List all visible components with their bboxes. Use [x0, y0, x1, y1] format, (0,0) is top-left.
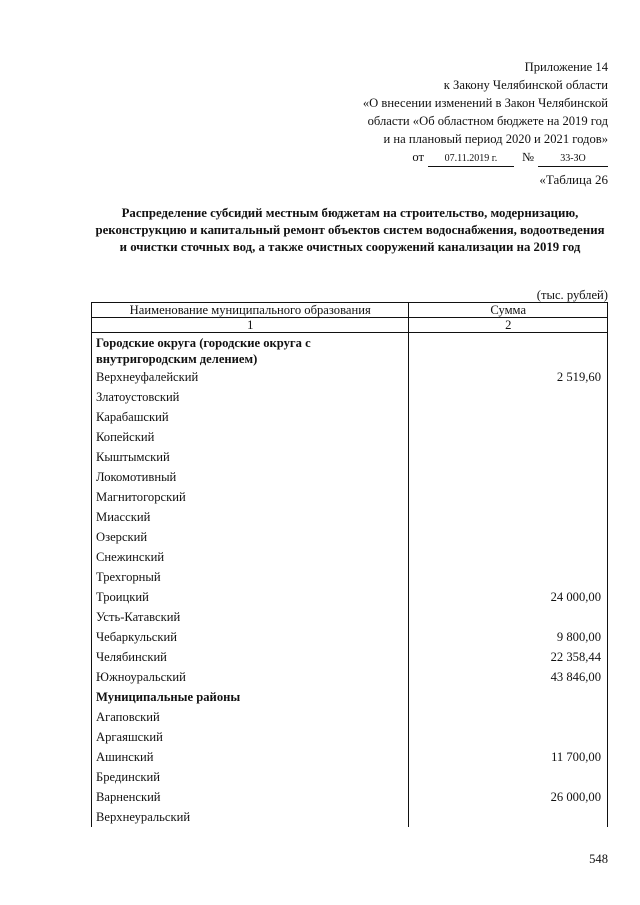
appendix-line: и на плановый период 2020 и 2021 годов»	[383, 132, 608, 146]
table-body	[92, 333, 608, 828]
table-row	[92, 647, 608, 667]
municipality-name: Верхнеуральский	[92, 807, 409, 827]
group-title: Городские округа (городские округа с внутригородским делением)	[92, 333, 409, 368]
municipality-name: Усть-Катавский	[92, 607, 409, 627]
group-amount	[409, 687, 608, 707]
table-row	[92, 387, 608, 407]
municipality-name: Чебаркульский	[92, 627, 409, 647]
table-row	[92, 567, 608, 587]
subsidy-table	[91, 302, 608, 827]
law-date-line	[278, 148, 608, 167]
column-header-amount: Сумма	[409, 303, 608, 318]
table-row	[92, 787, 608, 807]
group-title: Муниципальные районы	[92, 687, 409, 707]
page-number: 548	[589, 852, 608, 866]
group-amount	[409, 333, 608, 368]
law-date: 07.11.2019 г.	[428, 152, 514, 167]
municipality-name: Кыштымский	[92, 447, 409, 467]
subsidy-amount: 43 846,00	[409, 667, 608, 687]
table-label: «Таблица 26	[539, 172, 608, 187]
table-row	[92, 507, 608, 527]
table-row	[92, 587, 608, 607]
subsidy-amount: 24 000,00	[409, 587, 608, 607]
table-row	[92, 527, 608, 547]
subsidy-amount	[409, 447, 608, 467]
table-row	[92, 467, 608, 487]
number-prefix: №	[521, 150, 534, 164]
table-row	[92, 607, 608, 627]
subsidy-amount: 11 700,00	[409, 747, 608, 767]
column-number: 2	[409, 318, 608, 333]
table-row	[92, 667, 608, 687]
table-row	[92, 407, 608, 427]
municipality-name: Копейский	[92, 427, 409, 447]
municipality-name: Локомотивный	[92, 467, 409, 487]
subsidy-amount	[409, 607, 608, 627]
municipality-name: Златоустовский	[92, 387, 409, 407]
document-title: Распределение субсидий местным бюджетам на строительство, модернизацию, реконструкцию и капитальный ремонт объектов систем водоснабжения, водоотведения и очистки сточных вод, а также очистных сооружений канализации на 2019 год	[95, 206, 605, 254]
subsidy-amount	[409, 387, 608, 407]
date-prefix: от	[412, 150, 424, 164]
municipality-name: Снежинский	[92, 547, 409, 567]
table-row	[92, 727, 608, 747]
column-header-name: Наименование муниципального образования	[92, 303, 409, 318]
table-row	[92, 447, 608, 467]
group-row	[92, 333, 608, 368]
subsidy-amount	[409, 427, 608, 447]
municipality-name: Аргаяшский	[92, 727, 409, 747]
subsidy-amount: 22 358,44	[409, 647, 608, 667]
column-number: 1	[92, 318, 409, 333]
table-row	[92, 547, 608, 567]
appendix-line: Приложение 14	[524, 60, 608, 74]
subsidy-amount	[409, 767, 608, 787]
municipality-name: Ашинский	[92, 747, 409, 767]
subsidy-amount	[409, 467, 608, 487]
municipality-name: Миасский	[92, 507, 409, 527]
municipality-name: Озерский	[92, 527, 409, 547]
subsidy-amount: 2 519,60	[409, 367, 608, 387]
table-row	[92, 807, 608, 827]
subsidy-amount	[409, 567, 608, 587]
municipality-name: Агаповский	[92, 707, 409, 727]
subsidy-amount	[409, 487, 608, 507]
table-row	[92, 427, 608, 447]
table-row	[92, 747, 608, 767]
municipality-name: Брединский	[92, 767, 409, 787]
municipality-name: Карабашский	[92, 407, 409, 427]
law-number: 33-ЗО	[538, 152, 608, 167]
units-label: (тыс. рублей)	[536, 288, 608, 302]
subsidy-amount	[409, 547, 608, 567]
municipality-name: Варненский	[92, 787, 409, 807]
subsidy-amount	[409, 527, 608, 547]
appendix-line: к Закону Челябинской области	[443, 78, 608, 92]
table-row	[92, 707, 608, 727]
municipality-name: Троицкий	[92, 587, 409, 607]
municipality-name: Верхнеуфалейский	[92, 367, 409, 387]
appendix-header	[278, 58, 608, 167]
municipality-name: Челябинский	[92, 647, 409, 667]
subsidy-amount: 9 800,00	[409, 627, 608, 647]
table-row	[92, 627, 608, 647]
table-row	[92, 367, 608, 387]
table-row	[92, 487, 608, 507]
subsidy-amount	[409, 807, 608, 827]
municipality-name: Магнитогорский	[92, 487, 409, 507]
subsidy-amount	[409, 707, 608, 727]
appendix-line: «О внесении изменений в Закон Челябинской	[362, 96, 608, 110]
municipality-name: Трехгорный	[92, 567, 409, 587]
subsidy-amount	[409, 507, 608, 527]
subsidy-amount	[409, 407, 608, 427]
subsidy-amount	[409, 727, 608, 747]
table-row	[92, 767, 608, 787]
group-row	[92, 687, 608, 707]
appendix-line: области «Об областном бюджете на 2019 год	[367, 114, 608, 128]
subsidy-amount: 26 000,00	[409, 787, 608, 807]
municipality-name: Южноуральский	[92, 667, 409, 687]
